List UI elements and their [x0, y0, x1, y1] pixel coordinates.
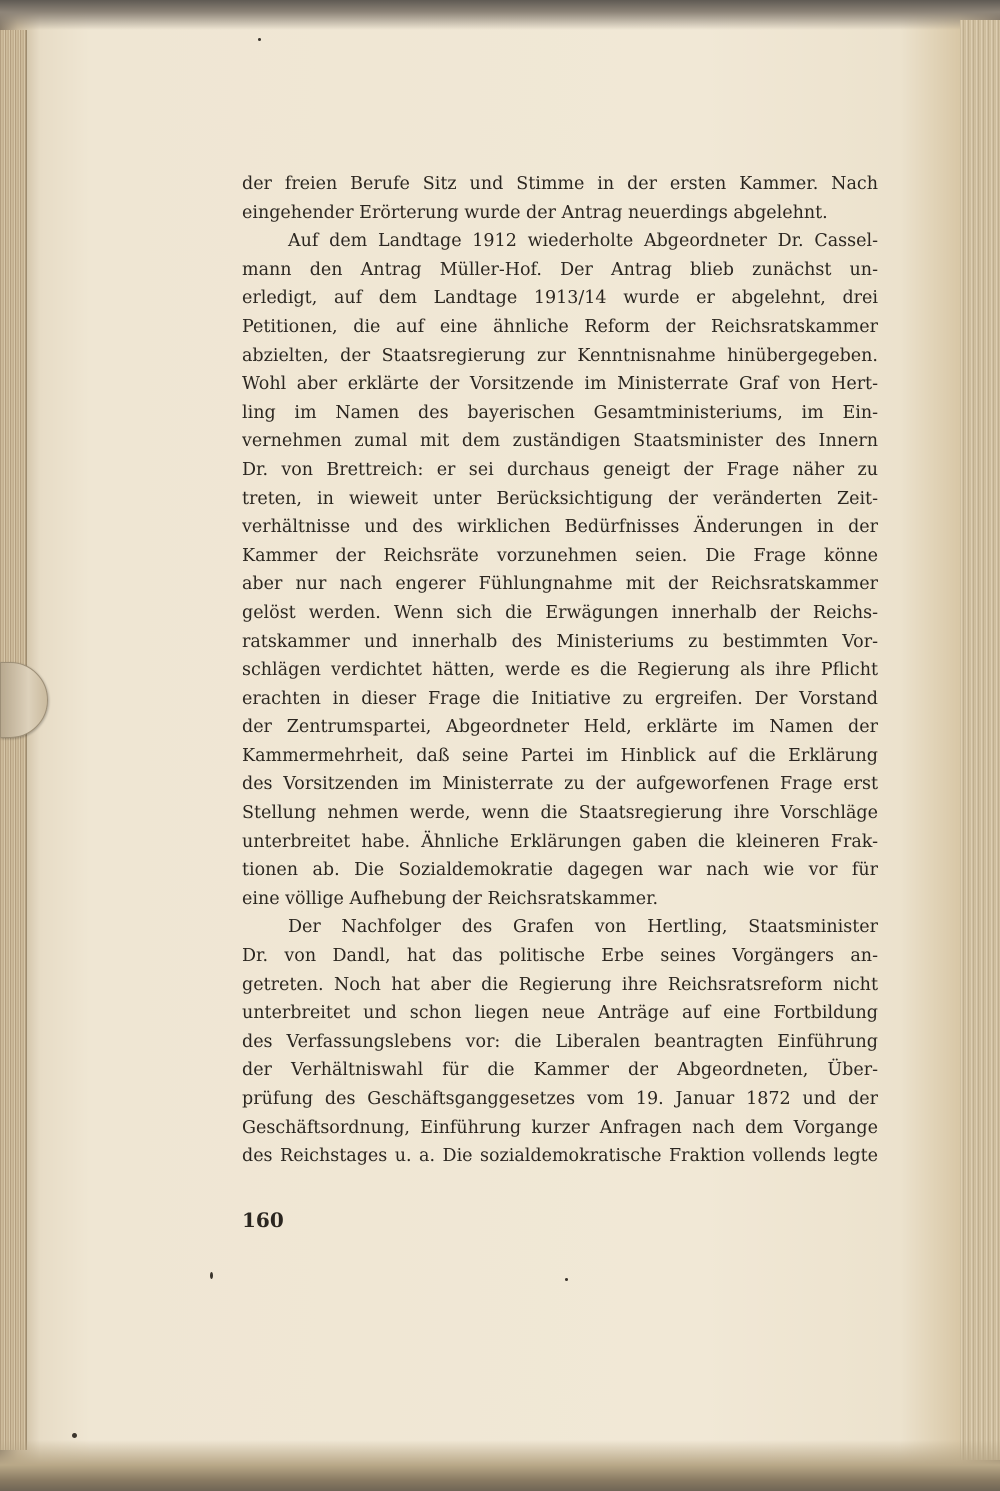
text-line: Der Nachfolger des Grafen von Hertling, Staatsminister: [288, 917, 878, 938]
text-line: treten, in wieweit unter Berücksichtigung der veränderten Zeit-: [242, 488, 878, 509]
text-line: verhältnisse und des wirklichen Bedürfnisses Änderungen in der: [242, 517, 878, 538]
text-line: eingehender Erörterung wurde der Antrag neuerdings abgelehnt.: [242, 202, 828, 223]
text-line: aber nur nach engerer Fühlungnahme mit der Reichsratskammer: [242, 574, 878, 595]
text-line: erledigt, auf dem Landtage 1913/14 wurde er abgelehnt, drei: [242, 288, 878, 309]
text-line: unterbreitet habe. Ähnliche Erklärungen gaben die kleineren Frak-: [242, 831, 878, 852]
text-line: abzielten, der Staatsregierung zur Kenntnisnahme hinübergegeben.: [242, 345, 878, 366]
paper-speck: [210, 1272, 213, 1279]
text-line: Geschäftsordnung, Einführung kurzer Anfragen nach dem Vorgange: [242, 1117, 878, 1138]
text-line: mann den Antrag Müller-Hof. Der Antrag blieb zunächst un-: [242, 259, 878, 280]
text-line: der freien Berufe Sitz und Stimme in der ersten Kammer. Nach: [242, 174, 878, 194]
paper-speck: [565, 1278, 568, 1281]
text-line: des Verfassungslebens vor: die Liberalen beantragten Einführung: [242, 1031, 878, 1052]
text-line: ling im Namen des bayerischen Gesamtministeriums, im Ein-: [242, 402, 878, 423]
text-line: Dr. von Brettreich: er sei durchaus geneigt der Frage näher zu: [242, 459, 878, 480]
text-line: vernehmen zumal mit dem zuständigen Staatsminister des Innern: [242, 431, 878, 452]
left-page-stack: [0, 30, 27, 1450]
right-page-stack: [960, 20, 1000, 1460]
text-line: getreten. Noch hat aber die Regierung ihre Reichsratsreform nicht: [242, 974, 878, 995]
text-line: der Zentrumspartei, Abgeordneter Held, erklärte im Namen der: [242, 717, 878, 738]
bottom-page-edge: [0, 1440, 1000, 1491]
text-line: Kammermehrheit, daß seine Partei im Hinblick auf die Erklärung: [242, 745, 878, 766]
text-line: Petitionen, die auf eine ähnliche Reform der Reichsratskammer: [242, 316, 878, 337]
text-line: Kammer der Reichsräte vorzunehmen seien. Die Frage könne: [242, 545, 878, 566]
text-line: prüfung des Geschäftsganggesetzes vom 19. Januar 1872 und der: [242, 1089, 878, 1109]
body-text: [242, 170, 878, 1171]
text-line: ratskammer und innerhalb des Ministeriums zu bestimmten Vor-: [242, 631, 878, 652]
text-line: der Verhältniswahl für die Kammer der Abgeordneten, Über-: [242, 1060, 878, 1081]
text-line: Stellung nehmen werde, wenn die Staatsregierung ihre Vorschläge: [242, 803, 878, 824]
page-tab-marker: [0, 662, 48, 738]
text-line: des Vorsitzenden im Ministerrate zu der aufgeworfenen Frage erst: [242, 774, 878, 795]
text-line: gelöst werden. Wenn sich die Erwägungen innerhalb der Reichs-: [242, 602, 878, 623]
top-page-edge: [0, 0, 1000, 30]
page-number: 160: [242, 1208, 284, 1232]
text-line: des Reichstages u. a. Die sozialdemokratische Fraktion vollends legte: [242, 1146, 878, 1167]
text-line: Wohl aber erklärte der Vorsitzende im Ministerrate Graf von Hert-: [242, 374, 878, 395]
text-line: Auf dem Landtage 1912 wiederholte Abgeordneter Dr. Cassel-: [288, 231, 878, 252]
text-line: unterbreitet und schon liegen neue Anträge auf eine Fortbildung: [242, 1003, 878, 1024]
text-line: Dr. von Dandl, hat das politische Erbe seines Vorgängers an-: [242, 946, 878, 967]
text-line: schlägen verdichtet hätten, werde es die Regierung als ihre Pflicht: [242, 660, 878, 681]
paper-speck: [258, 38, 261, 41]
text-line: tionen ab. Die Sozialdemokratie dagegen war nach wie vor für: [242, 860, 878, 881]
text-line: erachten in dieser Frage die Initiative zu ergreifen. Der Vorstand: [242, 688, 878, 709]
paper-speck: [72, 1433, 77, 1438]
text-line: eine völlige Aufhebung der Reichsratskammer.: [242, 888, 659, 909]
